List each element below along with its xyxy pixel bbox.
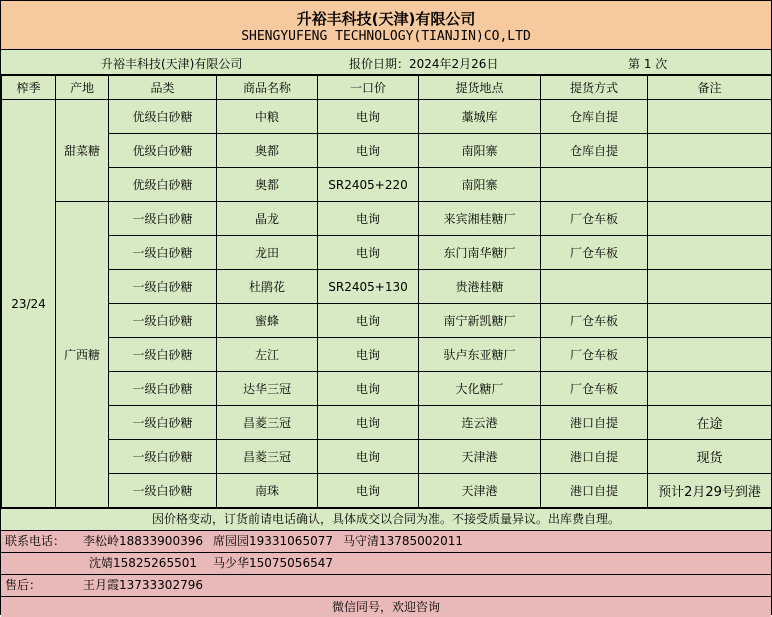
location-cell: 南阳寨 xyxy=(419,168,541,202)
table-row xyxy=(2,304,772,338)
col-header: 榨季 xyxy=(2,76,56,100)
location-cell: 藁城库 xyxy=(419,100,541,134)
note-cell xyxy=(648,304,772,338)
price-cell: 电询 xyxy=(318,474,419,508)
after-sales-phone: 王月霞13733302796 xyxy=(83,578,203,592)
category-cell: 一级白砂糖 xyxy=(109,236,217,270)
price-cell: SR2405+220 xyxy=(318,168,419,202)
method-cell: 厂仓车板 xyxy=(541,338,648,372)
origin-beet: 甜菜糖 xyxy=(56,100,109,202)
product-name-cell: 晶龙 xyxy=(217,202,318,236)
table-row xyxy=(2,338,772,372)
table-row xyxy=(2,202,772,236)
quote-date: 报价日期：2024年2月26日 xyxy=(349,57,499,71)
table-row xyxy=(2,372,772,406)
method-cell: 港口自提 xyxy=(541,440,648,474)
product-name-cell: 奥都 xyxy=(217,134,318,168)
season-cell: 23/24 xyxy=(2,100,56,508)
note-cell xyxy=(648,202,772,236)
category-cell: 优级白砂糖 xyxy=(109,168,217,202)
table-row xyxy=(2,270,772,304)
col-header: 提货地点 xyxy=(419,76,541,100)
col-header: 品类 xyxy=(109,76,217,100)
method-cell: 仓库自提 xyxy=(541,134,648,168)
method-cell: 厂仓车板 xyxy=(541,236,648,270)
price-cell: SR2405+130 xyxy=(318,270,419,304)
contact-phone: 席园园19331065077 xyxy=(213,534,333,548)
price-cell: 电询 xyxy=(318,236,419,270)
after-sales-label: 售后： xyxy=(5,578,42,592)
location-cell: 南阳寨 xyxy=(419,134,541,168)
price-cell: 电询 xyxy=(318,338,419,372)
price-cell: 电询 xyxy=(318,134,419,168)
location-cell: 天津港 xyxy=(419,474,541,508)
after-sales-row xyxy=(1,575,771,597)
table-row xyxy=(2,236,772,270)
note-cell: 现货 xyxy=(648,440,772,474)
location-cell: 来宾湘桂糖厂 xyxy=(419,202,541,236)
company-header xyxy=(1,1,771,50)
origin-guangxi: 广西糖 xyxy=(56,202,109,508)
category-cell: 一级白砂糖 xyxy=(109,372,217,406)
table-row xyxy=(2,100,772,134)
product-name-cell: 杜鹃花 xyxy=(217,270,318,304)
table-header-row xyxy=(2,76,772,100)
product-name-cell: 蜜蜂 xyxy=(217,304,318,338)
category-cell: 一级白砂糖 xyxy=(109,270,217,304)
product-name-cell: 左江 xyxy=(217,338,318,372)
note-cell: 预计2月29号到港 xyxy=(648,474,772,508)
note-cell xyxy=(648,338,772,372)
method-cell: 厂仓车板 xyxy=(541,202,648,236)
method-cell xyxy=(541,270,648,304)
col-header: 提货方式 xyxy=(541,76,648,100)
location-cell: 贵港桂糖 xyxy=(419,270,541,304)
table-row xyxy=(2,440,772,474)
note-cell xyxy=(648,134,772,168)
table-row xyxy=(2,406,772,440)
price-cell: 电询 xyxy=(318,304,419,338)
price-cell: 电询 xyxy=(318,202,419,236)
info-company: 升裕丰科技(天津)有限公司 xyxy=(101,57,243,71)
col-header: 产地 xyxy=(56,76,109,100)
contact-phone: 马守清13785002011 xyxy=(343,534,463,548)
category-cell: 一级白砂糖 xyxy=(109,338,217,372)
price-cell: 电询 xyxy=(318,372,419,406)
method-cell: 港口自提 xyxy=(541,406,648,440)
category-cell: 优级白砂糖 xyxy=(109,134,217,168)
method-cell: 厂仓车板 xyxy=(541,372,648,406)
location-cell: 驮卢东亚糖厂 xyxy=(419,338,541,372)
price-table xyxy=(1,75,772,508)
category-cell: 一级白砂糖 xyxy=(109,440,217,474)
table-row xyxy=(2,474,772,508)
note-cell: 在途 xyxy=(648,406,772,440)
category-cell: 优级白砂糖 xyxy=(109,100,217,134)
company-name-en: SHENGYUFENG TECHNOLOGY(TIANJIN)CO,LTD xyxy=(241,29,531,44)
contact-row-1 xyxy=(1,531,771,553)
note-cell xyxy=(648,100,772,134)
table-row xyxy=(2,134,772,168)
method-cell: 港口自提 xyxy=(541,474,648,508)
price-disclaimer: 因价格变动，订货前请电话确认，具体成交以合同为准。不接受质量异议。出库费自理。 xyxy=(1,508,771,531)
location-cell: 东门南华糖厂 xyxy=(419,236,541,270)
product-name-cell: 龙田 xyxy=(217,236,318,270)
category-cell: 一级白砂糖 xyxy=(109,304,217,338)
category-cell: 一级白砂糖 xyxy=(109,406,217,440)
col-header: 商品名称 xyxy=(217,76,318,100)
contact-phone: 沈婧15825265501 xyxy=(89,556,197,570)
method-cell: 厂仓车板 xyxy=(541,304,648,338)
product-name-cell: 昌菱三冠 xyxy=(217,440,318,474)
product-name-cell: 昌菱三冠 xyxy=(217,406,318,440)
price-cell: 电询 xyxy=(318,100,419,134)
location-cell: 南宁新凯糖厂 xyxy=(419,304,541,338)
contact-phone: 马少华15075056547 xyxy=(213,556,333,570)
wechat-note: 微信同号，欢迎咨询 xyxy=(1,597,771,617)
method-cell: 仓库自提 xyxy=(541,100,648,134)
product-name-cell: 南珠 xyxy=(217,474,318,508)
product-name-cell: 奥都 xyxy=(217,168,318,202)
location-cell: 连云港 xyxy=(419,406,541,440)
location-cell: 大化糖厂 xyxy=(419,372,541,406)
category-cell: 一级白砂糖 xyxy=(109,474,217,508)
category-cell: 一级白砂糖 xyxy=(109,202,217,236)
col-header: 一口价 xyxy=(318,76,419,100)
price-cell: 电询 xyxy=(318,406,419,440)
company-name-cn: 升裕丰科技(天津)有限公司 xyxy=(296,10,476,28)
price-cell: 电询 xyxy=(318,440,419,474)
product-name-cell: 中粮 xyxy=(217,100,318,134)
location-cell: 天津港 xyxy=(419,440,541,474)
note-cell xyxy=(648,236,772,270)
contact-label: 联系电话： xyxy=(5,534,66,548)
contact-row-2 xyxy=(1,553,771,575)
note-cell xyxy=(648,372,772,406)
quote-info-bar xyxy=(1,50,771,75)
quote-times: 第 1 次 xyxy=(628,57,668,71)
product-name-cell: 达华三冠 xyxy=(217,372,318,406)
table-row xyxy=(2,168,772,202)
note-cell xyxy=(648,168,772,202)
contact-phone: 李松岭18833900396 xyxy=(83,534,203,548)
col-header: 备注 xyxy=(648,76,772,100)
method-cell xyxy=(541,168,648,202)
note-cell xyxy=(648,270,772,304)
